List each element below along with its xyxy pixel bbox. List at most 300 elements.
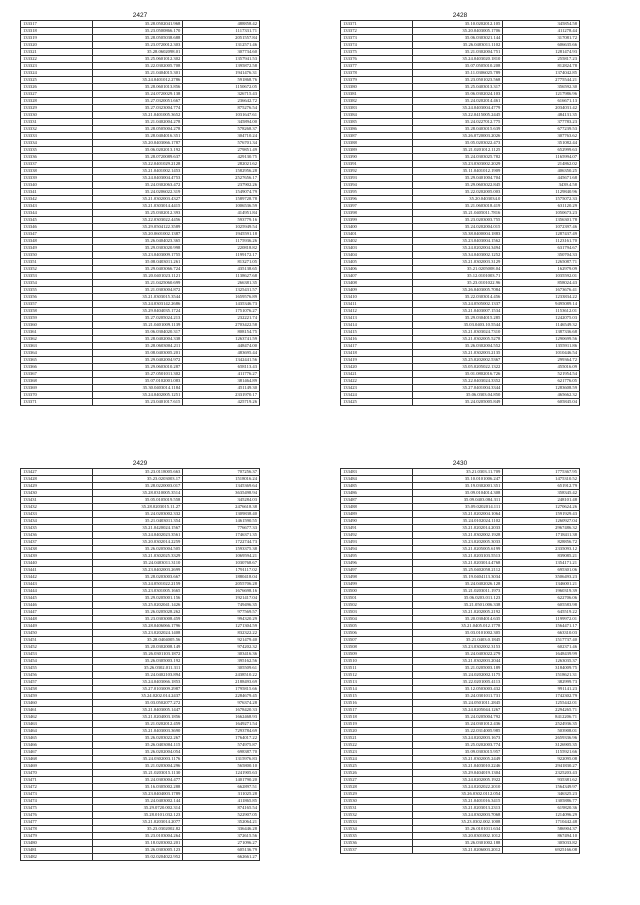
table-cell: 133476 bbox=[21, 812, 93, 819]
table-cell: 977569.57 bbox=[183, 609, 260, 616]
table-row bbox=[21, 672, 260, 679]
table-row bbox=[21, 266, 260, 273]
table-cell: 35.25.0202041.1426 bbox=[93, 602, 183, 609]
table-row bbox=[341, 140, 580, 147]
table-cell: 35.03.0502077.272 bbox=[93, 700, 183, 707]
table-cell: 377783.23 bbox=[503, 119, 580, 126]
table-row bbox=[21, 700, 260, 707]
table-cell: 602371.46 bbox=[503, 644, 580, 651]
table-row bbox=[341, 644, 580, 651]
table-cell: 35.26.0101011.634 bbox=[413, 826, 503, 833]
table-row bbox=[341, 525, 580, 532]
table-cell: 698387.70 bbox=[183, 749, 260, 756]
table-cell: 35.24.0205005.849 bbox=[413, 399, 503, 406]
table-cell: 35.29.0303020.998 bbox=[93, 245, 183, 252]
table-row bbox=[21, 770, 260, 777]
table-row bbox=[21, 399, 260, 406]
table-cell: 425719.26 bbox=[183, 399, 260, 406]
table-row bbox=[21, 378, 260, 385]
table-cell: 35.21.0405011.7816 bbox=[413, 210, 503, 217]
table-row bbox=[21, 525, 260, 532]
table-row bbox=[341, 700, 580, 707]
table-cell: 1342441.56 bbox=[183, 357, 260, 364]
table-cell: 606635.66 bbox=[503, 42, 580, 49]
table-row bbox=[21, 196, 260, 203]
table-cell: 133507 bbox=[341, 637, 413, 644]
table-cell: 35.24.0402026.128 bbox=[413, 581, 503, 588]
table-cell: 133489 bbox=[341, 511, 413, 518]
table-cell: 395162.56 bbox=[183, 658, 260, 665]
table-cell: 35.21.0425060.699 bbox=[93, 280, 183, 287]
table-cell: 2188493.69 bbox=[183, 679, 260, 686]
table-cell: 6925166.08 bbox=[503, 847, 580, 854]
table-cell: 133422 bbox=[341, 378, 413, 385]
table-cell: 133379 bbox=[341, 77, 413, 84]
table-cell: 133345 bbox=[21, 217, 93, 224]
table-cell: 1678420.33 bbox=[183, 707, 260, 714]
table-cell: 35.21.0303014.4415 bbox=[93, 203, 183, 210]
table-row bbox=[21, 686, 260, 693]
table-cell: 1283608.59 bbox=[503, 385, 580, 392]
table-row bbox=[341, 231, 580, 238]
table-row bbox=[341, 322, 580, 329]
table-cell: 133401 bbox=[341, 231, 413, 238]
table-cell: 266381.35 bbox=[183, 280, 260, 287]
table-cell: 1165994.07 bbox=[503, 154, 580, 161]
table-cell: 133396 bbox=[341, 196, 413, 203]
table-row bbox=[21, 371, 260, 378]
table-cell: 35.23.0403009.1755 bbox=[93, 252, 183, 259]
table-cell: 1241905.63 bbox=[183, 770, 260, 777]
table-row bbox=[21, 658, 260, 665]
table-row bbox=[341, 280, 580, 287]
table-row bbox=[21, 637, 260, 644]
table-cell: 133535 bbox=[341, 833, 413, 840]
table-cell: 35.21.0401002.1453 bbox=[93, 168, 183, 175]
table-row bbox=[21, 154, 260, 161]
table-cell: 133409 bbox=[341, 287, 413, 294]
table-cell: 622706.06 bbox=[503, 595, 580, 602]
table-cell: 133365 bbox=[21, 357, 93, 364]
table-cell: 133366 bbox=[21, 364, 93, 371]
table-cell: 133456 bbox=[21, 672, 93, 679]
table-row bbox=[21, 707, 260, 714]
table-row bbox=[21, 714, 260, 721]
table-cell: 346325.23 bbox=[503, 791, 580, 798]
table-cell: 133418 bbox=[341, 350, 413, 357]
table-cell: 1591929.43 bbox=[503, 511, 580, 518]
table-cell: 35.25.0601012.302 bbox=[93, 56, 183, 63]
table-cell: 621776.05 bbox=[503, 378, 580, 385]
table-row bbox=[341, 553, 580, 560]
table-cell: 133416 bbox=[341, 336, 413, 343]
table-cell: 133407 bbox=[341, 273, 413, 280]
table-cell: 465662.32 bbox=[503, 392, 580, 399]
table-cell: 382999.73 bbox=[503, 679, 580, 686]
table-cell: 1123161.70 bbox=[503, 238, 580, 245]
table-cell: 3635498.94 bbox=[183, 490, 260, 497]
table-cell: 133424 bbox=[341, 392, 413, 399]
table-cell: 35.21.0303004.872 bbox=[93, 287, 183, 294]
table-cell: 248101.48 bbox=[503, 497, 580, 504]
table-row bbox=[341, 308, 580, 315]
table-row bbox=[21, 833, 260, 840]
table-cell: 35.24.0403002.144 bbox=[93, 798, 183, 805]
table-cell: 35.24.0205044.1267 bbox=[413, 707, 503, 714]
table-cell: 133338 bbox=[21, 168, 93, 175]
table-cell: 574975.87 bbox=[183, 742, 260, 749]
table-row bbox=[21, 812, 260, 819]
table-cell: 35.29.0603022.845 bbox=[413, 182, 503, 189]
table-cell: 2438510.22 bbox=[183, 672, 260, 679]
table-row bbox=[341, 266, 580, 273]
table-cell: 35.21.0202004.1064 bbox=[413, 511, 503, 518]
table-cell: 2325203.43 bbox=[503, 770, 580, 777]
table-cell: 35.29.0205001.156 bbox=[93, 595, 183, 602]
table-cell: 133350 bbox=[21, 252, 93, 259]
table-row bbox=[21, 35, 260, 42]
table-cell: 2331970.17 bbox=[183, 392, 260, 399]
table-cell: 35.21.0403010.2246 bbox=[413, 763, 503, 770]
table-cell: 35.26.0403004.115 bbox=[93, 742, 183, 749]
table-cell: 35.10.0101006.247 bbox=[413, 476, 503, 483]
table-cell: 35.29.0404035.1724 bbox=[93, 308, 183, 315]
table-row bbox=[21, 147, 260, 154]
table-row bbox=[21, 42, 260, 49]
table-cell: 35.03.0101002.305 bbox=[413, 630, 503, 637]
table-cell: 1356301.78 bbox=[503, 217, 580, 224]
table-cell: 35.28.0404016.351 bbox=[93, 133, 183, 140]
table-cell: 35.08.0403011.261 bbox=[93, 259, 183, 266]
table-cell: 35.26.0302.0112.054 bbox=[413, 791, 503, 798]
table-cell: 133317 bbox=[21, 21, 93, 28]
table-cell: 1941476.31 bbox=[183, 70, 260, 77]
table-cell: 133500 bbox=[341, 588, 413, 595]
table-cell: 1374042.85 bbox=[503, 70, 580, 77]
table-cell: 9495089.14 bbox=[503, 301, 580, 308]
table-cell: 133403 bbox=[341, 245, 413, 252]
table-row bbox=[21, 504, 260, 511]
table-cell: 652999.63 bbox=[503, 147, 580, 154]
table-cell: 1025949.54 bbox=[183, 224, 260, 231]
table-cell: 35.23.0118005.663 bbox=[93, 469, 183, 476]
table-cell: 448474.00 bbox=[183, 343, 260, 350]
table-cell: 133491 bbox=[341, 525, 413, 532]
table-cell: 133443 bbox=[21, 581, 93, 588]
table-cell: 2335093.12 bbox=[503, 546, 580, 553]
table-row bbox=[341, 329, 580, 336]
table-cell: 35.21.0302004.751 bbox=[413, 49, 503, 56]
table-cell: 352064.21 bbox=[183, 819, 260, 826]
table-row bbox=[341, 21, 580, 28]
table-row bbox=[341, 56, 580, 63]
table-cell: 813271.05 bbox=[183, 259, 260, 266]
table-cell: 35.24.0202004.015 bbox=[413, 224, 503, 231]
table-cell: 35.12.0101003.71 bbox=[413, 273, 503, 280]
table-cell: 35.24.0402005.1251 bbox=[93, 392, 183, 399]
table-cell: 133470 bbox=[21, 770, 93, 777]
table-cell: 133339 bbox=[21, 175, 93, 182]
table-cell: 133533 bbox=[341, 819, 413, 826]
table-cell: 35.24.0403066.1853 bbox=[93, 679, 183, 686]
table-cell: 133477 bbox=[21, 819, 93, 826]
table-row bbox=[21, 280, 260, 287]
table-cell: 35.28.0310005.3514 bbox=[93, 490, 183, 497]
table-cell: 133395 bbox=[341, 189, 413, 196]
table-cell: 255817.23 bbox=[503, 56, 580, 63]
table-row bbox=[21, 735, 260, 742]
table-cell: 133537 bbox=[341, 847, 413, 854]
table-cell: 7293784.69 bbox=[183, 728, 260, 735]
table-cell: 35.26.0205028.262 bbox=[93, 609, 183, 616]
table-cell: 133528 bbox=[341, 784, 413, 791]
table-cell: 133531 bbox=[341, 805, 413, 812]
page-2430 bbox=[340, 460, 580, 854]
table-cell: 133514 bbox=[341, 686, 413, 693]
table-cell: 35.27.0320051.667 bbox=[93, 98, 183, 105]
table-cell: 133341 bbox=[21, 189, 93, 196]
table-cell: 35.21.0401009.1139 bbox=[93, 322, 183, 329]
table-row bbox=[341, 518, 580, 525]
table-row bbox=[21, 539, 260, 546]
table-cell: 35.29.0603010.287 bbox=[93, 364, 183, 371]
table-cell: 133441 bbox=[21, 567, 93, 574]
table-cell: 35.27.0205024.213 bbox=[93, 315, 183, 322]
table-cell: 35.23.0302002.82 bbox=[93, 826, 183, 833]
table-cell: 133319 bbox=[21, 35, 93, 42]
table-cell: 1518016.24 bbox=[183, 476, 260, 483]
table-cell: 35.21.0203014.4768 bbox=[413, 560, 503, 567]
table-cell: 1199172.17 bbox=[183, 252, 260, 259]
table-cell: 35.26.0202004.054 bbox=[93, 749, 183, 756]
table-cell: 35.26.0302.011.311 bbox=[93, 665, 183, 672]
table-row bbox=[21, 364, 260, 371]
table-cell: 749496.35 bbox=[183, 602, 260, 609]
table-cell: 35.21.0403011.354 bbox=[93, 518, 183, 525]
table-cell: 1593375.38 bbox=[183, 546, 260, 553]
table-row bbox=[341, 217, 580, 224]
table-cell: 35.26.0403011.1102 bbox=[413, 42, 503, 49]
table-cell: 133516 bbox=[341, 700, 413, 707]
table-cell: 133490 bbox=[341, 518, 413, 525]
table-cell: 133465 bbox=[21, 735, 93, 742]
table-cell: 35.24.0303142.2686 bbox=[93, 301, 183, 308]
table-row bbox=[21, 140, 260, 147]
table-cell: 133482 bbox=[21, 854, 93, 861]
page-2429 bbox=[20, 460, 260, 861]
table-row bbox=[21, 630, 260, 637]
table-row bbox=[341, 203, 580, 210]
table-cell: 35.06.0202013.192 bbox=[93, 147, 183, 154]
table-cell: 1325431.57 bbox=[183, 287, 260, 294]
table-cell: 133435 bbox=[21, 525, 93, 532]
table-row bbox=[21, 91, 260, 98]
table-cell: 35.28.0101.032.123 bbox=[93, 812, 183, 819]
table-cell: 35.28.0404005.56 bbox=[93, 637, 183, 644]
table-cell: 133410 bbox=[341, 294, 413, 301]
table-cell: 35.21.0203011.1973 bbox=[413, 588, 503, 595]
table-cell: 874165.54 bbox=[183, 805, 260, 812]
table-cell: 35.21.0203015.1130 bbox=[93, 770, 183, 777]
table-row bbox=[341, 364, 580, 371]
table-cell: 35.06.0302024.103 bbox=[413, 91, 503, 98]
table-row bbox=[341, 294, 580, 301]
table-row bbox=[21, 602, 260, 609]
table-cell: 1242075.03 bbox=[503, 315, 580, 322]
table-cell: 133389 bbox=[341, 147, 413, 154]
table-cell: 35.09.0202014.111 bbox=[413, 504, 503, 511]
table-row bbox=[21, 644, 260, 651]
table-cell: 35.23.0103004.264 bbox=[93, 833, 183, 840]
table-row bbox=[341, 147, 580, 154]
table-cell: 35.22.0201005.4113 bbox=[413, 679, 503, 686]
table-cell: 522907.05 bbox=[183, 812, 260, 819]
table-cell: 133358 bbox=[21, 308, 93, 315]
table-cell: 35.21.0302003.2044 bbox=[413, 658, 503, 665]
table-row bbox=[341, 189, 580, 196]
table-cell: 35.28.0601013.856 bbox=[93, 84, 183, 91]
table-row bbox=[341, 490, 580, 497]
table-cell: 2294265.71 bbox=[503, 707, 580, 714]
table-cell: 35.22.0202005.003 bbox=[413, 189, 503, 196]
table-cell: 35.06.0304020.317 bbox=[93, 329, 183, 336]
table-cell: 858024.43 bbox=[503, 280, 580, 287]
table-cell: 651912.79 bbox=[503, 483, 580, 490]
table-cell: 35.20.0302014.2259 bbox=[93, 539, 183, 546]
table-cell: 133486 bbox=[341, 490, 413, 497]
table-row bbox=[341, 588, 580, 595]
table-cell: 828856.72 bbox=[503, 539, 580, 546]
table-cell: 1589728.78 bbox=[183, 196, 260, 203]
table-cell: 133361 bbox=[21, 329, 93, 336]
table-cell: 133352 bbox=[21, 266, 93, 273]
table-cell: 35.09.0104014.308 bbox=[413, 490, 503, 497]
table-row bbox=[21, 749, 260, 756]
table-cell: 1260927.04 bbox=[503, 518, 580, 525]
table-row bbox=[341, 623, 580, 630]
table-cell: 35.21.0501.006.338 bbox=[413, 602, 503, 609]
table-cell: 1069594.21 bbox=[183, 553, 260, 560]
table-cell: 35.21.0404015.301 bbox=[93, 70, 183, 77]
table-cell: 133466 bbox=[21, 742, 93, 749]
table-row bbox=[21, 581, 260, 588]
table-row bbox=[21, 574, 260, 581]
table-cell: 133504 bbox=[341, 616, 413, 623]
table-cell: 35.24.0402023.3561 bbox=[93, 532, 183, 539]
table-cell: 237902.26 bbox=[183, 182, 260, 189]
table-cell: 133502 bbox=[341, 602, 413, 609]
table-cell: 1217986.96 bbox=[503, 91, 580, 98]
table-row bbox=[21, 385, 260, 392]
table-cell: 35.24.0720029.138 bbox=[93, 91, 183, 98]
table-cell: 35.21.0302002.1928 bbox=[413, 532, 503, 539]
table-row bbox=[21, 182, 260, 189]
table-cell: 35.11.0306025.789 bbox=[413, 70, 503, 77]
table-cell: 133463 bbox=[21, 721, 93, 728]
table-row bbox=[341, 105, 580, 112]
table-cell: 35.27.0501011.302 bbox=[93, 371, 183, 378]
table-cell: 1265087.71 bbox=[503, 259, 580, 266]
table-cell: 35.21.0302005.5278 bbox=[413, 336, 503, 343]
table-cell: 133471 bbox=[21, 777, 93, 784]
table-cell: 133510 bbox=[341, 658, 413, 665]
table-row bbox=[341, 637, 580, 644]
table-cell: 921479.40 bbox=[183, 637, 260, 644]
table-cell: 839085.21 bbox=[503, 553, 580, 560]
table-cell: 133360 bbox=[21, 322, 93, 329]
table-row bbox=[341, 175, 580, 182]
table-cell: 35.12.0503003.432 bbox=[413, 686, 503, 693]
table-row bbox=[341, 378, 580, 385]
table-cell: 35.24.0203002.332 bbox=[93, 511, 183, 518]
table-row bbox=[341, 728, 580, 735]
table-row bbox=[21, 595, 260, 602]
table-cell: 605583.98 bbox=[503, 602, 580, 609]
table-cell: 1960319.39 bbox=[503, 588, 580, 595]
table-row bbox=[21, 553, 260, 560]
table-cell: 35.24.0202004.3494 bbox=[413, 245, 503, 252]
table-cell: 133523 bbox=[341, 749, 413, 756]
table-cell: 133517 bbox=[341, 707, 413, 714]
table-cell: 133432 bbox=[21, 504, 93, 511]
table-row bbox=[341, 602, 580, 609]
table-cell: 133522 bbox=[341, 742, 413, 749]
table-cell: 808154.75 bbox=[183, 329, 260, 336]
table-cell: 307763.62 bbox=[503, 133, 580, 140]
table-cell: 232221.74 bbox=[183, 315, 260, 322]
table-cell: 1346001.21 bbox=[503, 581, 580, 588]
table-cell: 1030768.67 bbox=[183, 560, 260, 567]
table-cell: 133438 bbox=[21, 546, 93, 553]
table-cell: 484131.35 bbox=[503, 112, 580, 119]
table-cell: 35.38.0400004.1883 bbox=[413, 231, 503, 238]
table-cell: 35.24.0501022.2159 bbox=[93, 581, 183, 588]
table-row bbox=[21, 777, 260, 784]
table-cell: 658113.43 bbox=[183, 364, 260, 371]
table-cell: 133382 bbox=[341, 98, 413, 105]
table-cell: 591868.76 bbox=[183, 77, 260, 84]
table-row bbox=[341, 532, 580, 539]
table-cell: 133399 bbox=[341, 217, 413, 224]
table-cell: 133492 bbox=[341, 532, 413, 539]
table-row bbox=[21, 490, 260, 497]
table-cell: 35.26.0403005.7084 bbox=[413, 287, 503, 294]
table-cell: 35.24.0402103.894 bbox=[93, 672, 183, 679]
table-cell: 1710442.48 bbox=[503, 819, 580, 826]
table-cell: 3184009.75 bbox=[503, 665, 580, 672]
table-cell: 133335 bbox=[21, 147, 93, 154]
table-cell: 35.23.0301005.1665 bbox=[93, 588, 183, 595]
table-cell: 133383 bbox=[341, 105, 413, 112]
table-cell: 133469 bbox=[21, 763, 93, 770]
table-cell: 133423 bbox=[341, 385, 413, 392]
table-cell: 35.26.0305003.192 bbox=[93, 658, 183, 665]
table-cell: 35.26.0203022.267 bbox=[93, 735, 183, 742]
table-cell: 133331 bbox=[21, 119, 93, 126]
table-row bbox=[21, 784, 260, 791]
table-row bbox=[21, 287, 260, 294]
table-cell: 435138.65 bbox=[183, 266, 260, 273]
table-cell: 35.21.0302003.2135 bbox=[413, 350, 503, 357]
table-cell: 35.28.0203015.11.27 bbox=[93, 504, 183, 511]
table-cell: 133481 bbox=[21, 847, 93, 854]
table-cell: 133479 bbox=[21, 833, 93, 840]
table-cell: 133417 bbox=[341, 343, 413, 350]
table-row bbox=[21, 651, 260, 658]
table-row bbox=[341, 658, 580, 665]
table-cell: 2051557.84 bbox=[183, 35, 260, 42]
table-row bbox=[21, 189, 260, 196]
